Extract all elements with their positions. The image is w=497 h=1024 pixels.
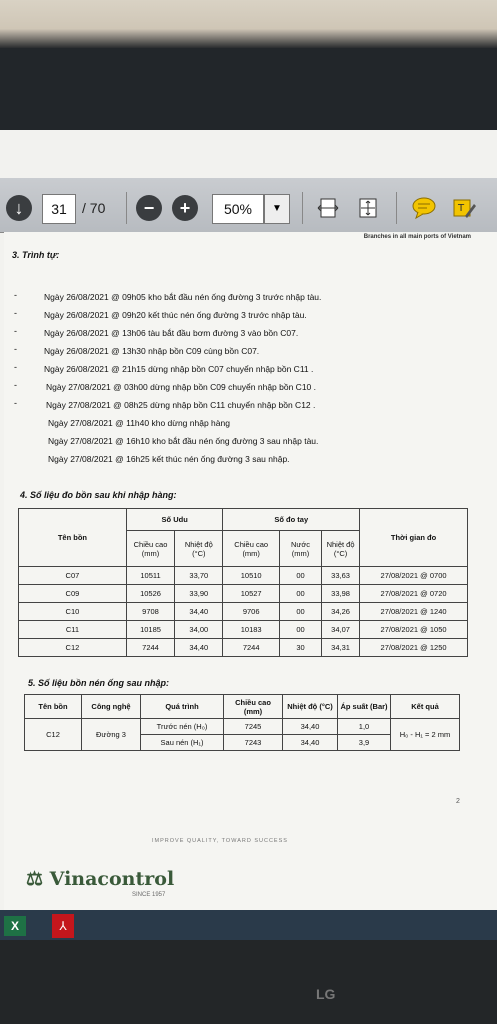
minus-icon: − [136,195,162,221]
list-item: Ngày 27/08/2021 @ 08h25 dừng nhập bồn C11 chuyển nhập bồn C12 . [46,400,316,410]
toolbar-separator [126,192,127,224]
list-item: Ngày 26/08/2021 @ 09h05 kho bắt đầu nén ống đường 3 trước nhập tàu. [44,292,322,302]
plus-icon: + [172,195,198,221]
zoom-out-button[interactable] [136,194,162,222]
fit-page-icon [356,196,380,220]
list-item: Ngày 26/08/2021 @ 13h06 tàu bắt đầu bơm đường 3 vào bồn C07. [44,328,299,338]
col-udu: Số Udu [126,509,223,531]
page-total: / 70 [82,200,106,216]
toolbar-separator [302,192,303,224]
monitor-bezel-top [0,48,497,130]
table-row: C12 7244 34,40 7244 30 34,31 27/08/2021 @ 1250 [19,639,468,657]
vinacontrol-logo: ⚖ Vinacontrol [26,868,175,890]
section-4-title: 4. Số liệu đo bồn sau khi nhập hàng: [20,490,177,500]
list-item: Ngày 27/08/2021 @ 16h10 kho bắt đầu nén ống đường 3 sau nhập tàu. [48,436,319,446]
col-time: Thời gian đo [360,509,468,567]
zoom-dropdown-button[interactable]: ▼ [264,194,290,224]
list-item: Ngày 26/08/2021 @ 09h20 kết thúc nén ống đường 3 trước nhập tàu. [44,310,307,320]
monitor-bezel-bottom [0,940,497,1024]
table-row: C12 Đường 3 Trước nén (H₀) 7245 34,40 1,0 H₀ - H₁ = 2 mm [25,719,460,735]
arrow-down-icon: ↓ [6,195,32,221]
list-item: Ngày 27/08/2021 @ 16h25 kết thúc nén ống đường 3 sau nhập. [48,454,290,464]
speech-bubble-icon [411,196,437,220]
footer-slogan: IMPROVE QUALITY, TOWARD SUCCESS [152,838,288,844]
comment-button[interactable] [410,194,438,222]
table-row: C10 9708 34,40 9706 00 34,26 27/08/2021 @ 1240 [19,603,468,621]
fit-width-button[interactable] [314,194,342,222]
fit-page-button[interactable] [354,194,382,222]
zoom-level-input[interactable]: 50% [212,194,264,224]
tank-measurement-table: Tên bồn Số Udu Số đo tay Thời gian đo Chiều cao (mm) Nhiệt độ (°C) Chiều cao (mm) Nước (mm) Nhiệt độ (°C) C07 10511 33,70 10510 00 33,63 27/08/2021 @ 0700 C09 10526 33,90 10527 00 33,98 27/08/2021 @ 0720 C10 9708 34,40 9706 00 34,26 27/08/2021 @ 1240 C11 10185 34,00 10183 00 34,07 27/08/2021 @ 1050 C12 7244 34,40 7244 30 34,31 27/08/2021 @ 1250 [18,508,468,657]
toolbar-separator [396,192,397,224]
pen-edit-icon [451,196,477,220]
list-item: Ngày 26/08/2021 @ 21h15 dừng nhập bồn C07 chuyển nhập bồn C11 . [44,364,314,374]
section-5-title: 5. Số liệu bồn nén ống sau nhập: [28,678,170,688]
table-row: C07 10511 33,70 10510 00 33,63 27/08/2021 @ 0700 [19,567,468,585]
pdf-app-icon[interactable]: ⅄ [52,914,74,938]
col-manual: Số đo tay [223,509,360,531]
section-3-title: 3. Trình tự: [12,250,60,260]
pdf-page: Branches in all main ports of Vietnam 3. Trình tự: - - - - - - - Ngày 26/08/2021 @ 09h05 kho bắt đầu nén ống đường 3 trước nhập tàu. Ngày 26/08/2021 @ 09h20 kết thúc nén ống đường 3 trước nhập tàu. Ngày 26/08/2021 @ 13h06 tàu bắt đầu bơm đường 3 vào bồn C07. Ngày 26/08/2021 @ 13h30 nhập bồn C09 cùng bồn C07. Ngày 26/08/2021 @ 21h15 dừng nhập bồn C07 chuyển nhập bồn C11 . Ngày 27/08/2021 @ 03h00 dừng nhập bồn C09 chuyển nhập bồn C10 . Ngày 27/08/2021 @ 08h25 dừng nhập bồn C11 chuyển nhập bồn C12 . Ngày 27/08/2021 @ 11h40 kho dừng nhập hàng Ngày 27/08/2021 @ 16h10 kho bắt đầu nén ống đường 3 sau nhập tàu. Ngày 27/08/2021 @ 16h25 kết thúc nén ống đường 3 sau nhập. 4. Số liệu đo bồn sau khi nhập hàng: Tên bồn Số Udu Số đo tay Thời gian đo Chiều cao (mm) Nhiệt độ (°C) Chiều cao (mm) Nước (mm) Nhiệt độ (°C) C07 10511 33,70 10510 00 33,63 27/08/2021 @ 0700 C09 10526 33,90 10527 00 33,98 27/08/2021 @ 0720 C10 9708 34,40 9706 00 34,26 27/08/2021 @ 1240 C11 10185 34,00 10183 00 34,07 27/08/2021 @ 1050 C12 7244 34,40 7244 30 34,31 27/08/2021 @ 1250 5. Số liệu bồn nén ống sau nhập: Tên bồn Công nghệ Quá trình Chiều cao (mm) Nhiệt độ (°C) Áp suất (Bar) Kết quả C12 Đường 3 Trước nén (H₀) 7245 34,40 1,0 H₀ - H₁ = 2 mm Sau nén (H₁) 7243 34,40 3,9 2 IMPROVE QUALITY, TOWARD SUCCESS ⚖ Vinacontrol SINCE 1957 [4,232,497,940]
logo-since: SINCE 1957 [132,892,166,898]
next-page-button[interactable] [6,194,32,222]
col-tank: Tên bồn [19,509,127,567]
monitor-brand-logo: LG [316,986,336,1002]
annotate-button[interactable] [450,194,478,222]
table-row: C11 10185 34,00 10183 00 34,07 27/08/2021 @ 1050 [19,621,468,639]
list-item: Ngày 26/08/2021 @ 13h30 nhập bồn C09 cùng bồn C07. [44,346,260,356]
list-item: Ngày 27/08/2021 @ 03h00 dừng nhập bồn C09 chuyển nhập bồn C10 . [46,382,316,392]
list-item: Ngày 27/08/2021 @ 11h40 kho dừng nhập hàng [48,418,230,428]
background-wall [0,0,497,48]
fit-width-icon [316,196,340,220]
page-number: 2 [456,798,460,805]
table-row: Sau nén (H₁) 7243 34,40 3,9 [25,735,460,751]
svg-text:T: T [458,203,465,214]
page-number-input[interactable]: 31 [42,194,76,224]
excel-app-icon[interactable]: X [4,916,26,936]
zoom-in-button[interactable] [172,194,198,222]
pressure-test-table: Tên bồn Công nghệ Quá trình Chiều cao (mm) Nhiệt độ (°C) Áp suất (Bar) Kết quả C12 Đường 3 Trước nén (H₀) 7245 34,40 1,0 H₀ - H₁ = 2 mm Sau nén (H₁) 7243 34,40 3,9 [24,694,460,751]
taskbar [0,910,497,940]
scales-icon: ⚖ [26,868,44,890]
header-branches: Branches in all main ports of Vietnam [363,234,471,240]
table-row: C09 10526 33,90 10527 00 33,98 27/08/2021 @ 0720 [19,585,468,603]
